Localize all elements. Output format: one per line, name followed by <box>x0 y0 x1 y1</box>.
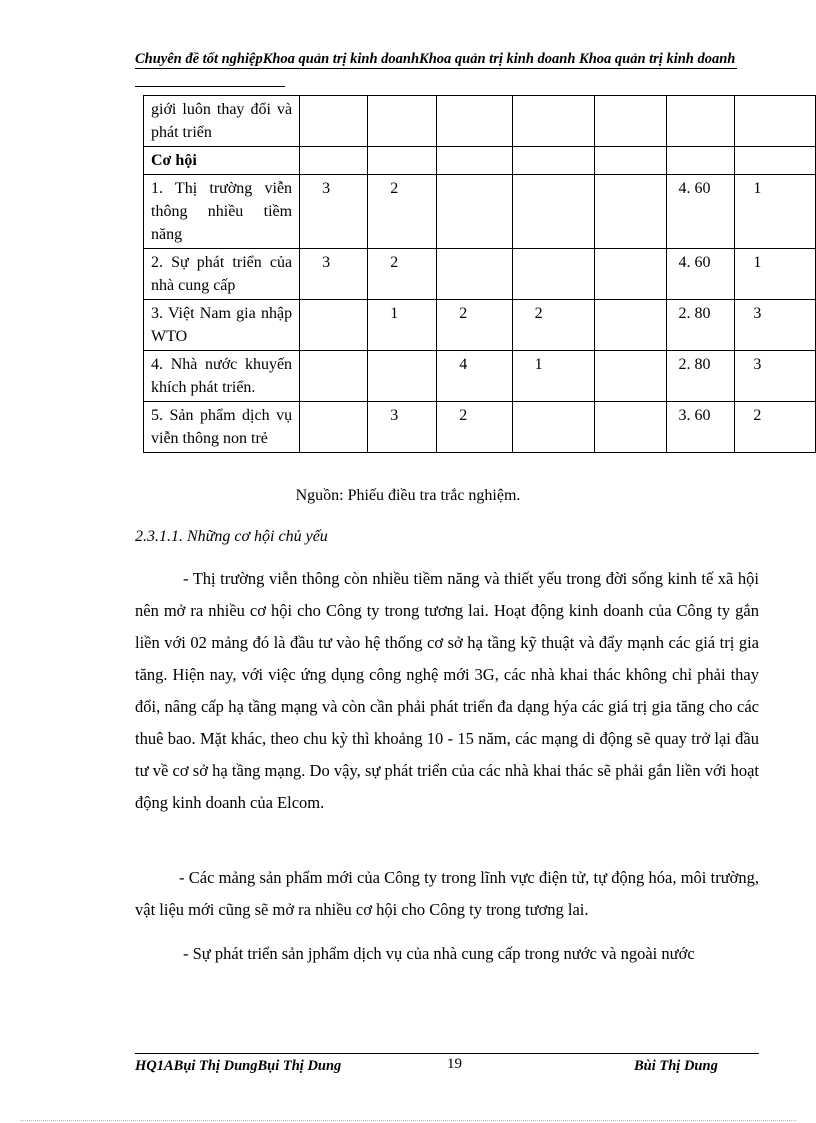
cell-value <box>368 96 437 147</box>
cell-value <box>437 175 512 249</box>
cell-value <box>300 300 368 351</box>
row-label: 4. Nhà nước khuyến khích phát triển. <box>144 351 300 402</box>
cell-value <box>594 147 666 175</box>
cell-value <box>300 96 368 147</box>
row-label: 1. Thị trường viễn thông nhiều tiềm năng <box>144 175 300 249</box>
evaluation-table <box>143 95 816 453</box>
cell-value: 1 <box>512 351 594 402</box>
cell-value: 3 <box>300 175 368 249</box>
cell-value: 2 <box>437 300 512 351</box>
cell-value <box>437 96 512 147</box>
cell-value <box>512 402 594 453</box>
cell-value <box>300 402 368 453</box>
cell-value: 2 <box>512 300 594 351</box>
cell-score: 3. 60 <box>666 402 735 453</box>
cell-value <box>437 249 512 300</box>
cell-value <box>368 351 437 402</box>
cell-value <box>512 249 594 300</box>
cell-value <box>594 402 666 453</box>
cell-value: 1 <box>368 300 437 351</box>
cell-value <box>594 175 666 249</box>
cell-value: 3 <box>368 402 437 453</box>
cell-value <box>594 300 666 351</box>
page-edge <box>20 1120 796 1121</box>
page-header: Chuyên đề tốt nghiệpKhoa quản trị kinh doanhKhoa quản trị kinh doanh Khoa quản trị kinh doanh <box>135 51 736 67</box>
table-row <box>144 300 816 351</box>
table-row <box>144 147 816 175</box>
row-label: Cơ hội <box>144 147 300 175</box>
table-row <box>144 402 816 453</box>
cell-rank <box>735 96 816 147</box>
footer-rule <box>135 1053 759 1054</box>
cell-value <box>594 351 666 402</box>
cell-value <box>512 96 594 147</box>
cell-value <box>594 96 666 147</box>
cell-rank: 1 <box>735 249 816 300</box>
cell-value <box>512 175 594 249</box>
table-row <box>144 351 816 402</box>
cell-score: 4. 60 <box>666 249 735 300</box>
table-source: Nguồn: Phiếu điều tra trắc nghiệm. <box>295 487 521 504</box>
cell-value: 3 <box>300 249 368 300</box>
cell-rank: 3 <box>735 300 816 351</box>
cell-rank: 2 <box>735 402 816 453</box>
footer-author: Bùi Thị Dung <box>634 1058 718 1074</box>
row-label: giới luôn thay đổi và phát triển <box>144 96 300 147</box>
footer-left: HQ1ABụi Thị DungBụi Thị Dung <box>135 1058 342 1074</box>
cell-value <box>368 147 437 175</box>
cell-rank: 3 <box>735 351 816 402</box>
paragraph-2: - Các mảng sản phẩm mới của Công ty trong lĩnh vực điện tử, tự động hóa, môi trường, vật liệu mới cũng sẽ mở ra nhiều cơ hội cho Công ty trong tương lai. <box>135 868 759 919</box>
cell-score: 2. 80 <box>666 351 735 402</box>
cell-value <box>594 249 666 300</box>
section-title: 2.3.1.1. Những cơ hội chủ yếu <box>135 528 328 545</box>
cell-value <box>300 351 368 402</box>
cell-value <box>300 147 368 175</box>
table-row <box>144 96 816 147</box>
cell-value: 2 <box>368 175 437 249</box>
cell-score: 2. 80 <box>666 300 735 351</box>
cell-rank: 1 <box>735 175 816 249</box>
cell-score <box>666 96 735 147</box>
header-rule-short <box>135 86 285 87</box>
paragraph-1: - Thị trường viễn thông còn nhiều tiềm năng và thiết yếu trong đời sống kinh tế xã hội nên mở ra nhiều cơ hội cho Công ty trong tương lai. Hoạt động kinh doanh của Công ty gắn liền với 02 mảng đó là đầu tư vào hệ thống cơ sở hạ tầng kỹ thuật và đẩy mạnh các giá trị gia tăng. Hiện nay, với việc ứng dụng công nghệ mới 3G, các nhà khai thác không chỉ phải thay đổi, nâng cấp hạ tầng mạng và còn cần phải phát triển đa dạng hýa các giá trị gia tăng cho các thuê bao. Mặt khác, theo chu kỳ thì khoảng 10 - 15 năm, các mạng di động sẽ quay trở lại đầu tư về cơ sở hạ tầng mạng. Do vậy, sự phát triển của các nhà khai thác sẽ phải gắn liền với hoạt động kinh doanh của Elcom. <box>135 569 759 812</box>
table-row <box>144 249 816 300</box>
cell-value: 2 <box>368 249 437 300</box>
cell-rank <box>735 147 816 175</box>
cell-value: 4 <box>437 351 512 402</box>
page-number: 19 <box>447 1056 462 1072</box>
table-row <box>144 175 816 249</box>
row-label: 3. Việt Nam gia nhập WTO <box>144 300 300 351</box>
cell-score <box>666 147 735 175</box>
cell-score: 4. 60 <box>666 175 735 249</box>
row-label: 5. Sản phẩm dịch vụ viễn thông non trẻ <box>144 402 300 453</box>
row-label: 2. Sự phát triển của nhà cung cấp <box>144 249 300 300</box>
header-rule <box>135 68 737 69</box>
cell-value <box>437 147 512 175</box>
cell-value: 2 <box>437 402 512 453</box>
cell-value <box>512 147 594 175</box>
paragraph-3: - Sự phát triển sản jphẩm dịch vụ của nhà cung cấp trong nước và ngoài nước <box>183 944 695 963</box>
